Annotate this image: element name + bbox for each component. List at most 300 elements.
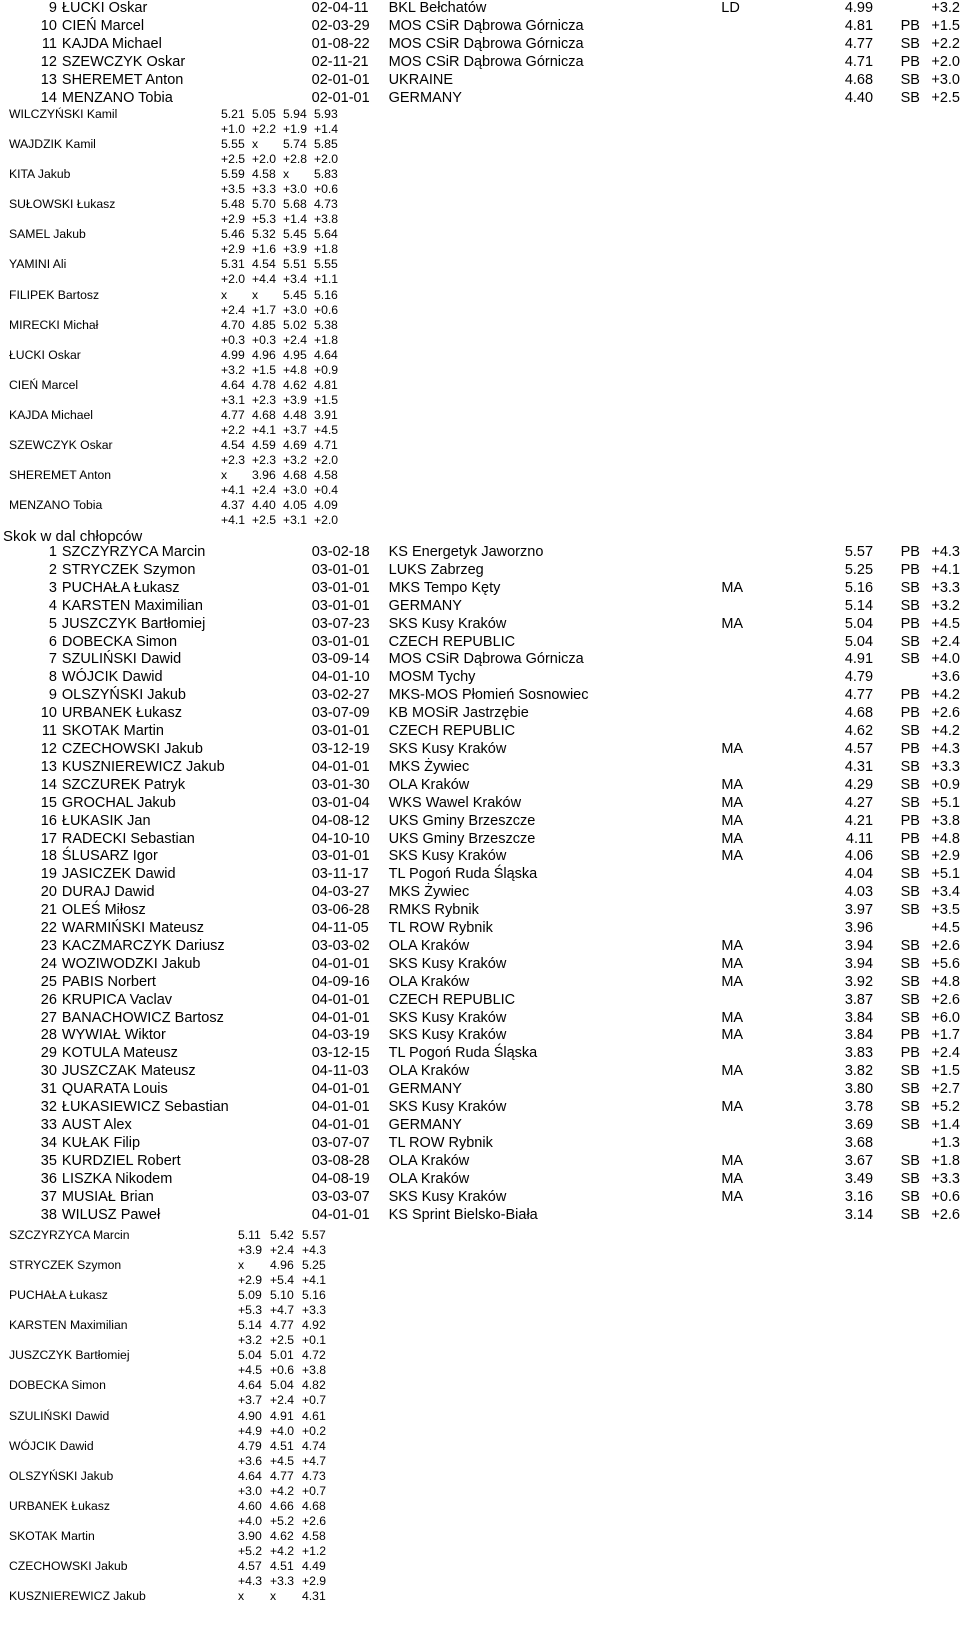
record-cell: PB bbox=[900, 812, 920, 829]
table-row bbox=[0, 884, 960, 902]
result-cell: 4.04 bbox=[844, 866, 874, 883]
attempt-wind: +3.7 bbox=[238, 1393, 263, 1408]
table-row bbox=[0, 36, 960, 54]
series-athlete-name: URBANEK Łukasz bbox=[9, 1498, 110, 1513]
table-row bbox=[0, 1081, 960, 1099]
attempt-wind: +3.2 bbox=[221, 362, 246, 377]
table-row bbox=[0, 866, 960, 884]
result-cell: 4.79 bbox=[844, 669, 874, 686]
attempt-value: 5.93 bbox=[314, 107, 338, 121]
attempt-value: 4.78 bbox=[252, 377, 276, 392]
category-cell: MA bbox=[721, 776, 744, 793]
athlete-name-cell: ŁUKASIK Jan bbox=[61, 812, 151, 829]
attempt-value: 5.42 bbox=[270, 1228, 294, 1242]
category-cell: MA bbox=[721, 973, 744, 990]
attempt-value: 4.70 bbox=[221, 317, 245, 332]
club-cell: TL Pogoń Ruda Śląska bbox=[388, 1045, 538, 1062]
table-row bbox=[0, 616, 960, 634]
record-cell: SB bbox=[900, 89, 920, 106]
category-cell bbox=[721, 651, 811, 669]
table-row bbox=[0, 723, 960, 741]
attempt-value: 5.94 bbox=[283, 107, 307, 121]
club-cell: RMKS Rybnik bbox=[388, 902, 479, 919]
attempt-value: 4.66 bbox=[270, 1498, 294, 1513]
club-cell: CZECH REPUBLIC bbox=[388, 633, 516, 650]
birthdate-cell: 03-01-04 bbox=[311, 794, 370, 811]
wind-cell: +5.2 bbox=[931, 1099, 960, 1116]
place-cell: 37 bbox=[40, 1188, 57, 1205]
record-cell: SB bbox=[900, 848, 920, 865]
wind-cell: +4.2 bbox=[931, 687, 960, 704]
wind-cell: +5.1 bbox=[931, 794, 960, 811]
attempt-value: 4.57 bbox=[238, 1559, 262, 1574]
category-cell bbox=[721, 36, 811, 54]
wind-cell: +3.2 bbox=[931, 0, 960, 16]
wind-cell: +2.6 bbox=[931, 705, 960, 722]
table-row bbox=[0, 18, 960, 36]
place-cell: 27 bbox=[40, 1009, 57, 1026]
club-cell: UKS Gminy Brzeszcze bbox=[388, 812, 536, 829]
category-cell bbox=[721, 72, 811, 90]
table-row bbox=[0, 544, 960, 562]
athlete-name-cell: CZECHOWSKI Jakub bbox=[61, 740, 203, 757]
series-athlete-name: KITA Jakub bbox=[9, 167, 71, 182]
result-cell: 3.87 bbox=[844, 991, 874, 1008]
attempt-wind: +2.9 bbox=[221, 212, 246, 227]
attempt-value: 4.31 bbox=[302, 1589, 326, 1604]
table-row bbox=[0, 795, 960, 813]
table-row bbox=[0, 759, 960, 777]
wind-cell: +1.8 bbox=[931, 1152, 960, 1169]
club-cell: TL ROW Rybnik bbox=[388, 1134, 493, 1151]
category-cell: MA bbox=[721, 830, 744, 847]
record-cell: SB bbox=[900, 1081, 920, 1098]
place-cell: 32 bbox=[40, 1099, 57, 1116]
place-cell: 20 bbox=[40, 884, 57, 901]
wind-cell: +2.5 bbox=[931, 89, 960, 106]
place-cell: 8 bbox=[48, 669, 57, 686]
attempt-wind: +2.0 bbox=[221, 272, 246, 287]
birthdate-cell: 03-07-23 bbox=[311, 615, 370, 632]
category-cell bbox=[721, 705, 811, 723]
attempt-wind: +2.6 bbox=[302, 1513, 327, 1528]
attempt-wind: +5.3 bbox=[238, 1303, 263, 1318]
birthdate-cell: 03-01-01 bbox=[311, 597, 370, 614]
table-row bbox=[0, 651, 960, 669]
place-cell: 5 bbox=[48, 615, 57, 632]
wind-cell: +2.0 bbox=[931, 53, 960, 70]
club-cell: BKL Bełchatów bbox=[388, 0, 487, 16]
top-results-table bbox=[0, 0, 960, 107]
attempt-wind: +3.2 bbox=[238, 1333, 263, 1348]
attempt-wind: +3.1 bbox=[221, 392, 246, 407]
attempt-wind: +5.2 bbox=[238, 1543, 263, 1558]
attempt-wind: +2.4 bbox=[283, 332, 308, 347]
attempt-value: 5.09 bbox=[238, 1288, 262, 1303]
attempt-wind: +1.7 bbox=[252, 302, 277, 317]
record-cell: SB bbox=[900, 758, 920, 775]
category-cell: MA bbox=[721, 1099, 744, 1116]
series-athlete-name: MENZANO Tobia bbox=[9, 498, 103, 513]
wind-cell: +2.9 bbox=[931, 848, 960, 865]
attempt-wind: +2.4 bbox=[221, 302, 246, 317]
attempt-value: 5.32 bbox=[252, 227, 276, 242]
record-cell: SB bbox=[900, 651, 920, 668]
club-cell: UKS Gminy Brzeszcze bbox=[388, 830, 536, 847]
attempt-value: 4.77 bbox=[270, 1468, 294, 1483]
place-cell: 28 bbox=[40, 1027, 57, 1044]
table-row bbox=[0, 1153, 960, 1171]
place-cell: 2 bbox=[48, 561, 57, 578]
wind-cell: +3.6 bbox=[931, 669, 960, 686]
result-cell: 4.81 bbox=[844, 17, 874, 34]
result-cell: 5.25 bbox=[844, 561, 874, 578]
series-athlete-name: SHEREMET Anton bbox=[9, 468, 112, 483]
attempt-value: 5.25 bbox=[302, 1258, 326, 1273]
birthdate-cell: 03-07-07 bbox=[311, 1134, 370, 1151]
attempt-value: 4.82 bbox=[302, 1378, 326, 1393]
record-cell: SB bbox=[900, 35, 920, 52]
attempt-value: 5.10 bbox=[270, 1288, 294, 1303]
attempt-value: 5.01 bbox=[270, 1348, 294, 1363]
result-cell: 3.67 bbox=[844, 1152, 874, 1169]
attempt-value: 5.05 bbox=[252, 107, 276, 121]
attempt-value: 4.62 bbox=[270, 1528, 294, 1543]
attempt-value: 5.83 bbox=[314, 167, 338, 182]
attempt-wind: +1.4 bbox=[314, 122, 339, 136]
category-cell bbox=[721, 544, 811, 562]
wind-cell: +5.1 bbox=[931, 866, 960, 883]
place-cell: 1 bbox=[48, 544, 57, 560]
attempt-wind: +2.9 bbox=[221, 242, 246, 257]
attempt-value: 5.48 bbox=[221, 197, 245, 212]
category-cell bbox=[721, 920, 811, 938]
attempt-value: 4.99 bbox=[221, 347, 245, 362]
result-cell: 4.91 bbox=[844, 651, 874, 668]
club-cell: SKS Kusy Kraków bbox=[388, 1009, 507, 1026]
attempt-value: 4.09 bbox=[314, 498, 338, 513]
wind-cell: +3.5 bbox=[931, 902, 960, 919]
athlete-name-cell: WILUSZ Paweł bbox=[61, 1206, 161, 1223]
series-athlete-name: KARSTEN Maximilian bbox=[9, 1318, 128, 1333]
attempt-value: 4.90 bbox=[238, 1408, 262, 1423]
attempt-wind: +3.1 bbox=[283, 513, 308, 528]
attempt-wind: +1.1 bbox=[314, 272, 339, 287]
attempt-wind: +1.4 bbox=[283, 212, 308, 227]
table-row bbox=[0, 580, 960, 598]
category-cell bbox=[721, 866, 811, 884]
attempt-value: 5.57 bbox=[302, 1228, 326, 1242]
attempt-value: x bbox=[270, 1589, 277, 1604]
attempt-value: 5.85 bbox=[314, 137, 338, 152]
athlete-name-cell: AUST Alex bbox=[61, 1117, 132, 1133]
record-cell: SB bbox=[900, 884, 920, 901]
result-cell: 3.69 bbox=[844, 1117, 874, 1133]
attempt-wind: +0.7 bbox=[302, 1393, 327, 1408]
result-cell: 3.78 bbox=[844, 1099, 874, 1116]
birthdate-cell: 04-03-19 bbox=[311, 1027, 370, 1044]
attempt-wind: +2.0 bbox=[314, 152, 339, 167]
table-row bbox=[0, 992, 960, 1010]
category-cell: MA bbox=[721, 1170, 744, 1187]
result-cell: 3.97 bbox=[844, 902, 874, 919]
result-cell: 3.16 bbox=[844, 1188, 874, 1205]
series-athlete-name: FILIPEK Bartosz bbox=[9, 287, 100, 302]
attempt-value: 4.60 bbox=[238, 1498, 262, 1513]
athlete-name-cell: SZEWCZYK Oskar bbox=[61, 53, 186, 70]
result-cell: 4.62 bbox=[844, 723, 874, 740]
athlete-name-cell: WARMIŃSKI Mateusz bbox=[61, 920, 204, 937]
attempt-wind: +2.9 bbox=[238, 1273, 263, 1288]
record-cell: SB bbox=[900, 597, 920, 614]
attempt-value: 4.77 bbox=[221, 407, 245, 422]
birthdate-cell: 04-09-16 bbox=[311, 973, 370, 990]
club-cell: MKS Żywiec bbox=[388, 884, 470, 901]
attempt-wind: +0.1 bbox=[302, 1333, 327, 1348]
wind-cell: +2.6 bbox=[931, 1206, 960, 1223]
birthdate-cell: 03-01-30 bbox=[311, 776, 370, 793]
attempt-value: 4.74 bbox=[302, 1438, 326, 1453]
attempt-wind: +4.1 bbox=[221, 513, 246, 528]
record-cell: SB bbox=[900, 776, 920, 793]
attempt-wind: +2.4 bbox=[270, 1393, 295, 1408]
result-cell: 3.80 bbox=[844, 1081, 874, 1098]
athlete-name-cell: SZCZYRZYCA Marcin bbox=[61, 544, 206, 560]
club-cell: KB MOSiR Jastrzębie bbox=[388, 705, 529, 722]
record-cell: SB bbox=[900, 991, 920, 1008]
table-row bbox=[0, 1045, 960, 1063]
attempt-value: 5.51 bbox=[283, 257, 307, 272]
club-cell: OLA Kraków bbox=[388, 1063, 470, 1080]
attempt-wind: +2.0 bbox=[314, 453, 339, 468]
table-row bbox=[0, 1099, 960, 1117]
athlete-name-cell: DURAJ Dawid bbox=[61, 884, 155, 901]
athlete-name-cell: LISZKA Nikodem bbox=[61, 1170, 173, 1187]
category-cell bbox=[721, 1207, 811, 1225]
birthdate-cell: 03-12-19 bbox=[311, 740, 370, 757]
attempt-value: 3.90 bbox=[238, 1528, 262, 1543]
table-row bbox=[0, 956, 960, 974]
record-cell bbox=[873, 1135, 920, 1153]
attempt-wind: +4.9 bbox=[238, 1423, 263, 1438]
series-athlete-name: PUCHAŁA Łukasz bbox=[9, 1288, 108, 1303]
record-cell: PB bbox=[900, 687, 920, 704]
athlete-name-cell: BANACHOWICZ Bartosz bbox=[61, 1009, 224, 1026]
record-cell: SB bbox=[900, 955, 920, 972]
attempt-wind: +2.5 bbox=[270, 1333, 295, 1348]
record-cell: SB bbox=[900, 794, 920, 811]
attempt-wind: +0.3 bbox=[252, 332, 277, 347]
attempt-value: 5.11 bbox=[238, 1228, 261, 1242]
table-row bbox=[0, 634, 960, 652]
club-cell: MOS CSiR Dąbrowa Górnicza bbox=[388, 17, 584, 34]
place-cell: 14 bbox=[40, 89, 57, 106]
athlete-name-cell: QUARATA Louis bbox=[61, 1081, 168, 1098]
attempt-wind: +4.1 bbox=[302, 1273, 327, 1288]
result-cell: 4.03 bbox=[844, 884, 874, 901]
club-cell: TL ROW Rybnik bbox=[388, 920, 493, 937]
category-cell: LD bbox=[721, 0, 740, 16]
attempt-value: 4.85 bbox=[252, 317, 276, 332]
athlete-name-cell: RADECKI Sebastian bbox=[61, 830, 195, 847]
attempt-value: 4.64 bbox=[221, 377, 245, 392]
category-cell: MA bbox=[721, 1063, 744, 1080]
attempt-wind: +3.0 bbox=[283, 302, 308, 317]
wind-cell: +4.5 bbox=[931, 615, 960, 632]
attempt-value: 4.59 bbox=[252, 438, 276, 453]
attempt-value: 5.59 bbox=[221, 167, 245, 182]
attempt-value: 4.79 bbox=[238, 1438, 262, 1453]
athlete-name-cell: MENZANO Tobia bbox=[61, 89, 173, 106]
attempt-wind: +2.2 bbox=[252, 122, 277, 136]
attempt-value: 4.92 bbox=[302, 1318, 326, 1333]
wind-cell: +1.3 bbox=[931, 1134, 960, 1151]
result-cell: 4.68 bbox=[844, 705, 874, 722]
attempt-wind: +0.9 bbox=[314, 362, 339, 377]
wind-cell: +3.3 bbox=[931, 579, 960, 596]
record-cell: PB bbox=[900, 17, 920, 34]
place-cell: 21 bbox=[40, 902, 57, 919]
attempt-wind: +4.8 bbox=[283, 362, 308, 377]
club-cell: TL Pogoń Ruda Śląska bbox=[388, 866, 538, 883]
birthdate-cell: 03-09-14 bbox=[311, 651, 370, 668]
category-cell: MA bbox=[721, 955, 744, 972]
attempt-value: 4.58 bbox=[302, 1528, 326, 1543]
record-cell: SB bbox=[900, 1188, 920, 1205]
table-row bbox=[0, 938, 960, 956]
category-cell bbox=[721, 1117, 811, 1135]
attempt-wind: +5.4 bbox=[270, 1273, 295, 1288]
attempt-value: 5.02 bbox=[283, 317, 307, 332]
record-cell: SB bbox=[900, 973, 920, 990]
attempt-value: 4.81 bbox=[314, 377, 338, 392]
club-cell: GERMANY bbox=[388, 1081, 462, 1098]
result-cell: 4.57 bbox=[844, 740, 874, 757]
table-row bbox=[0, 1063, 960, 1081]
athlete-name-cell: PUCHAŁA Łukasz bbox=[61, 579, 180, 596]
table-row bbox=[0, 0, 960, 18]
result-cell: 3.84 bbox=[844, 1027, 874, 1044]
table-row bbox=[0, 687, 960, 705]
birthdate-cell: 03-08-28 bbox=[311, 1152, 370, 1169]
attempt-wind: +5.2 bbox=[270, 1513, 295, 1528]
club-cell: MOS CSiR Dąbrowa Górnicza bbox=[388, 651, 584, 668]
athlete-name-cell: KAJDA Michael bbox=[61, 35, 162, 52]
result-cell: 4.77 bbox=[844, 35, 874, 52]
table-row bbox=[0, 1027, 960, 1045]
result-cell: 4.68 bbox=[844, 71, 874, 88]
attempt-wind: +4.5 bbox=[270, 1453, 295, 1468]
category-cell bbox=[721, 669, 811, 687]
wind-cell: +3.0 bbox=[931, 71, 960, 88]
record-cell: SB bbox=[900, 937, 920, 954]
table-row bbox=[0, 777, 960, 795]
attempt-wind: +4.5 bbox=[314, 422, 339, 437]
record-cell: PB bbox=[900, 53, 920, 70]
table-row bbox=[0, 1117, 960, 1135]
athlete-name-cell: KARSTEN Maximilian bbox=[61, 597, 203, 614]
record-cell: PB bbox=[900, 544, 920, 560]
series-athlete-name: WILCZYŃSKI Kamil bbox=[9, 107, 118, 121]
place-cell: 33 bbox=[40, 1117, 57, 1133]
result-cell: 3.92 bbox=[844, 973, 874, 990]
attempt-value: x bbox=[221, 287, 228, 302]
attempt-value: x bbox=[221, 468, 228, 483]
birthdate-cell: 02-03-29 bbox=[311, 17, 370, 34]
table-row bbox=[0, 848, 960, 866]
attempt-wind: +4.1 bbox=[252, 422, 277, 437]
result-cell: 5.04 bbox=[844, 615, 874, 632]
attempt-value: 5.16 bbox=[302, 1288, 326, 1303]
attempt-wind: +3.8 bbox=[314, 212, 339, 227]
place-cell: 35 bbox=[40, 1152, 57, 1169]
club-cell: SKS Kusy Kraków bbox=[388, 615, 507, 632]
series-athlete-name: WÓJCIK Dawid bbox=[9, 1438, 94, 1453]
category-cell: MA bbox=[721, 579, 744, 596]
result-cell: 5.57 bbox=[844, 544, 874, 560]
table-row bbox=[0, 72, 960, 90]
wind-cell: +0.6 bbox=[931, 1188, 960, 1205]
place-cell: 26 bbox=[40, 991, 57, 1008]
attempt-wind: +3.0 bbox=[283, 483, 308, 498]
record-cell: PB bbox=[900, 1027, 920, 1044]
result-cell: 3.83 bbox=[844, 1045, 874, 1062]
attempt-wind: +2.3 bbox=[221, 453, 246, 468]
place-cell: 9 bbox=[48, 687, 57, 704]
club-cell: LUKS Zabrzeg bbox=[388, 561, 484, 578]
attempt-wind: +1.5 bbox=[314, 392, 339, 407]
wind-cell: +4.1 bbox=[931, 561, 960, 578]
record-cell: PB bbox=[900, 740, 920, 757]
athlete-name-cell: KUŁAK Filip bbox=[61, 1134, 141, 1151]
result-cell: 3.68 bbox=[844, 1134, 874, 1151]
place-cell: 13 bbox=[40, 71, 57, 88]
record-cell: PB bbox=[900, 1045, 920, 1062]
category-cell bbox=[721, 992, 811, 1010]
place-cell: 19 bbox=[40, 866, 57, 883]
wind-cell: +2.2 bbox=[931, 35, 960, 52]
attempt-wind: +3.6 bbox=[238, 1453, 263, 1468]
athlete-name-cell: WOZIWODZKI Jakub bbox=[61, 955, 201, 972]
place-cell: 14 bbox=[40, 776, 57, 793]
attempt-wind: +0.4 bbox=[314, 483, 339, 498]
table-row bbox=[0, 741, 960, 759]
category-cell: MA bbox=[721, 848, 744, 865]
attempt-wind: +3.9 bbox=[283, 242, 308, 257]
attempt-value: 4.51 bbox=[270, 1559, 294, 1574]
club-cell: KS Energetyk Jaworzno bbox=[388, 544, 544, 560]
athlete-name-cell: GROCHAL Jakub bbox=[61, 794, 176, 811]
attempt-wind: +1.8 bbox=[314, 332, 339, 347]
category-cell bbox=[721, 687, 811, 705]
place-cell: 31 bbox=[40, 1081, 57, 1098]
attempt-wind: +2.9 bbox=[302, 1574, 327, 1589]
birthdate-cell: 04-08-19 bbox=[311, 1170, 370, 1187]
result-cell: 4.11 bbox=[845, 830, 874, 847]
result-cell: 5.16 bbox=[844, 579, 874, 596]
athlete-name-cell: ŁUCKI Oskar bbox=[61, 0, 148, 16]
result-cell: 4.40 bbox=[844, 89, 874, 106]
result-cell: 4.27 bbox=[844, 794, 874, 811]
place-cell: 24 bbox=[40, 955, 57, 972]
wind-cell: +0.9 bbox=[931, 776, 960, 793]
place-cell: 11 bbox=[41, 723, 57, 740]
club-cell: SKS Kusy Kraków bbox=[388, 1188, 507, 1205]
birthdate-cell: 03-02-18 bbox=[311, 544, 370, 560]
attempt-wind: +4.0 bbox=[270, 1423, 295, 1438]
wind-cell: +3.4 bbox=[931, 884, 960, 901]
attempt-value: 4.61 bbox=[302, 1408, 326, 1423]
